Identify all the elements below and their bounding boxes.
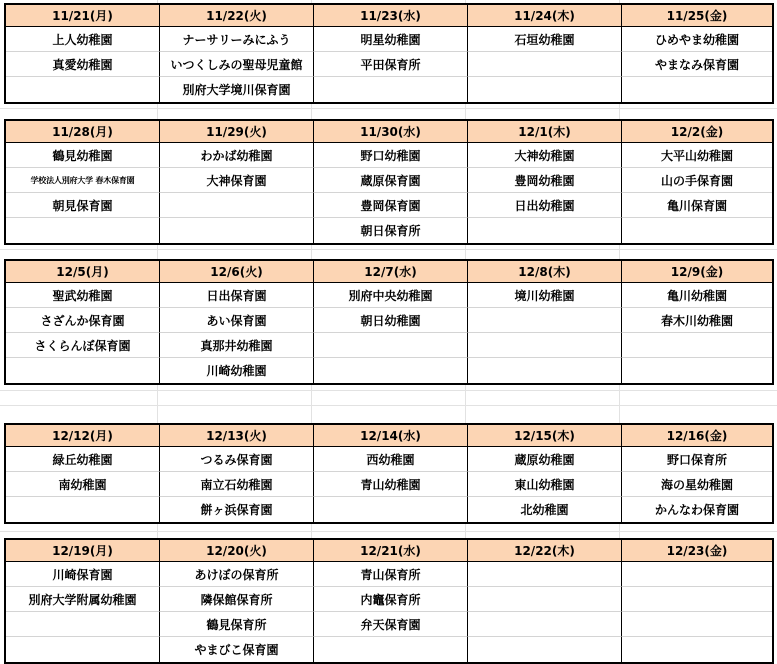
day-header: 12/13(火) — [160, 425, 314, 447]
week-block-1 — [4, 3, 774, 104]
school-cell: 上人幼稚園 — [6, 27, 160, 52]
school-cell — [622, 612, 772, 637]
day-header: 12/5(月) — [6, 261, 160, 283]
school-cell — [314, 77, 468, 102]
day-header: 11/24(木) — [468, 5, 622, 27]
school-cell — [468, 77, 622, 102]
school-cell — [6, 612, 160, 637]
school-cell: さざんか保育園 — [6, 308, 160, 333]
school-cell: 西幼稚園 — [314, 447, 468, 472]
school-cell: かんなわ保育園 — [654, 503, 739, 517]
school-cell — [6, 77, 160, 102]
school-cell: 朝日幼稚園 — [314, 308, 468, 333]
week-block-5 — [4, 538, 774, 664]
school-cell: 鶴見幼稚園 — [6, 143, 160, 168]
school-cell: 川崎保育園 — [6, 562, 160, 587]
day-header: 12/12(月) — [6, 425, 160, 447]
week-block-2 — [4, 119, 774, 245]
school-cell: 内竈保育所 — [314, 587, 468, 612]
school-cell: 大平山幼稚園 — [622, 143, 772, 168]
school-cell — [468, 218, 622, 243]
school-cell: ひめやま幼稚園 — [622, 27, 772, 52]
school-cell — [622, 218, 772, 243]
school-cell: 山の手保育園 — [622, 168, 772, 193]
school-cell — [314, 358, 468, 383]
day-header: 12/6(火) — [160, 261, 314, 283]
school-cell — [622, 587, 772, 612]
school-cell: 青山幼稚園 — [314, 472, 468, 497]
school-cell: 日出保育園 — [160, 283, 314, 308]
week-block-3 — [4, 259, 774, 385]
school-cell — [468, 612, 622, 637]
school-cell: つるみ保育園 — [160, 447, 314, 472]
school-cell: 大神保育園 — [160, 168, 314, 193]
school-cell: 真愛幼稚園 — [6, 52, 160, 77]
school-cell: 春木川幼稚園 — [622, 308, 772, 333]
school-cell — [622, 637, 772, 662]
school-cell: 朝見保育園 — [6, 193, 160, 218]
school-cell: 明星幼稚園 — [314, 27, 468, 52]
school-cell: 鶴見保育所 — [160, 612, 314, 637]
school-cell — [6, 497, 160, 522]
school-cell: 野口保育所 — [622, 447, 772, 472]
day-header: 11/29(火) — [160, 121, 314, 143]
school-cell — [468, 637, 622, 662]
day-header: 11/25(金) — [622, 5, 772, 27]
school-cell: 亀川保育園 — [622, 193, 772, 218]
school-cell: あい保育園 — [160, 308, 314, 333]
day-header: 11/28(月) — [6, 121, 160, 143]
school-cell — [160, 218, 314, 243]
day-header: 12/23(金) — [622, 540, 772, 562]
school-cell: 学校法人別府大学 春木保育園 — [6, 168, 160, 193]
school-cell: 川崎幼稚園 — [160, 358, 314, 383]
school-cell: 緑丘幼稚園 — [6, 447, 160, 472]
school-cell: さくらんぼ保育園 — [6, 333, 160, 358]
day-header: 12/8(木) — [468, 261, 622, 283]
school-cell: いつくしみの聖母児童館 — [160, 52, 314, 77]
school-cell: わかば幼稚園 — [160, 143, 314, 168]
school-cell: 別府中央幼稚園 — [314, 283, 468, 308]
school-cell: 境川幼稚園 — [468, 283, 622, 308]
school-cell — [468, 562, 622, 587]
week-block-4 — [4, 423, 774, 524]
school-cell — [160, 193, 314, 218]
school-cell — [622, 562, 772, 587]
day-header: 12/1(木) — [468, 121, 622, 143]
school-cell — [468, 358, 622, 383]
school-cell: 南立石幼稚園 — [160, 472, 314, 497]
day-header: 12/16(金) — [622, 425, 772, 447]
day-header: 11/22(火) — [160, 5, 314, 27]
day-header: 12/7(水) — [314, 261, 468, 283]
school-cell: 野口幼稚園 — [314, 143, 468, 168]
school-cell — [314, 333, 468, 358]
school-cell: あけぼの保育所 — [160, 562, 314, 587]
school-cell — [468, 308, 622, 333]
school-cell — [622, 358, 772, 383]
day-header: 12/2(金) — [622, 121, 772, 143]
day-header: 12/15(木) — [468, 425, 622, 447]
school-cell: 平田保育所 — [314, 52, 468, 77]
day-header: 11/23(水) — [314, 5, 468, 27]
day-header: 11/21(月) — [6, 5, 160, 27]
school-cell: 真那井幼稚園 — [160, 333, 314, 358]
school-cell — [468, 587, 622, 612]
school-cell: 隣保館保育所 — [160, 587, 314, 612]
school-cell: 北幼稚園 — [468, 497, 622, 522]
school-cell — [622, 77, 772, 102]
school-cell: 亀川幼稚園 — [622, 283, 772, 308]
school-cell — [622, 333, 772, 358]
school-cell: 朝日保育所 — [314, 218, 468, 243]
school-cell: 南幼稚園 — [6, 472, 160, 497]
day-header: 12/14(水) — [314, 425, 468, 447]
school-cell: 蔵原保育園 — [314, 168, 468, 193]
school-cell: 海の星幼稚園 — [622, 472, 772, 497]
school-cell — [468, 333, 622, 358]
school-cell: 蔵原幼稚園 — [468, 447, 622, 472]
school-cell: 餅ヶ浜保育園 — [160, 497, 314, 522]
day-header: 12/19(月) — [6, 540, 160, 562]
school-cell: 聖武幼稚園 — [6, 283, 160, 308]
school-cell: 東山幼稚園 — [468, 472, 622, 497]
school-cell — [314, 497, 468, 522]
school-cell — [6, 358, 160, 383]
school-cell: 別府大学附属幼稚園 — [6, 587, 160, 612]
school-cell: 別府大学境川保育園 — [160, 77, 314, 102]
school-cell — [6, 218, 160, 243]
school-cell — [314, 637, 468, 662]
day-header: 12/22(木) — [468, 540, 622, 562]
day-header: 11/30(水) — [314, 121, 468, 143]
school-cell: 石垣幼稚園 — [468, 27, 622, 52]
day-header: 12/9(金) — [622, 261, 772, 283]
school-cell — [468, 52, 622, 77]
day-header: 12/21(水) — [314, 540, 468, 562]
school-cell: 豊岡幼稚園 — [468, 168, 622, 193]
school-cell: やまなみ保育園 — [622, 52, 772, 77]
school-cell: 豊岡保育園 — [314, 193, 468, 218]
school-cell: 青山保育所 — [314, 562, 468, 587]
school-cell: やまびこ保育園 — [160, 637, 314, 662]
school-cell: 弁天保育園 — [314, 612, 468, 637]
day-header: 12/20(火) — [160, 540, 314, 562]
school-cell — [6, 637, 160, 662]
school-cell: 大神幼稚園 — [468, 143, 622, 168]
school-cell: 日出幼稚園 — [468, 193, 622, 218]
school-cell: ナーサリーみにふう — [160, 27, 314, 52]
